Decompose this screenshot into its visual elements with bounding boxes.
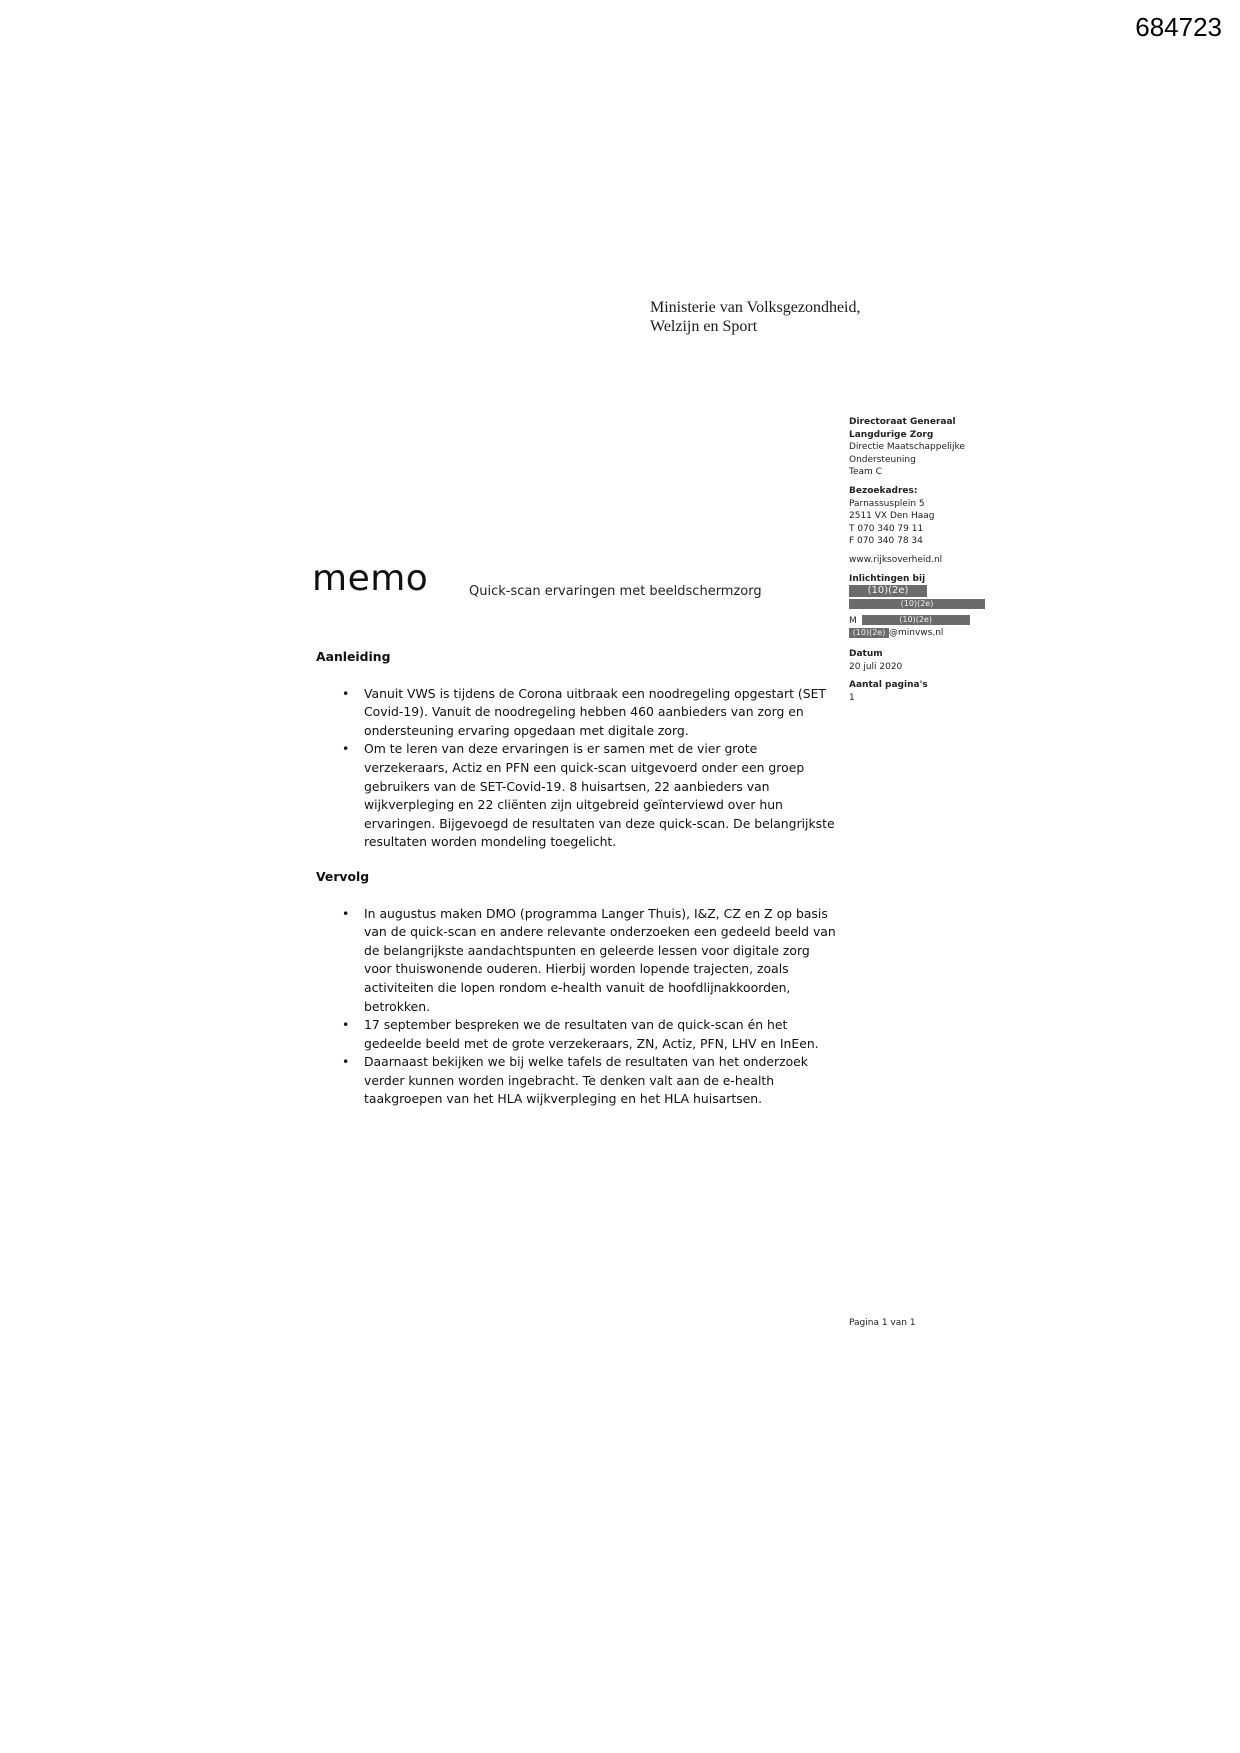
list-item (316, 1053, 841, 1109)
document-number: 684723 (1135, 12, 1222, 42)
website-block (849, 554, 999, 567)
fax-number: F 070 340 78 34 (849, 536, 923, 547)
address-block (849, 485, 999, 548)
memo-subject: Quick-scan ervaringen met beeldschermzorg (469, 584, 762, 599)
list-item (316, 905, 841, 1017)
website-link[interactable]: www.rijksoverheid.nl (849, 554, 943, 565)
bullet-icon: • (342, 905, 350, 921)
paginas-block (849, 679, 999, 704)
ministry-line-1: Ministerie van Volksgezondheid, (650, 299, 861, 316)
list-item-text: 17 september bespreken we de resultaten van de quick-scan én het gedeelde beeld met de grote verzekeraars, ZN, Actiz, PFN, LHV en InEen. (364, 1017, 819, 1051)
directie-line-2: Ondersteuning (849, 454, 916, 465)
list-item-text: Daarnaast bekijken we bij welke tafels de resultaten van het onderzoek verder kunnen worden ingebracht. Te denken valt aan de e-health taakgroepen van het HLA wijkverpleging en het HLA huisartsen. (364, 1054, 808, 1107)
inlichtingen-label: Inlichtingen bij (849, 573, 926, 584)
memo-heading: memo (312, 558, 429, 599)
directorate-line-2: Langdurige Zorg (849, 429, 934, 440)
bullet-icon: • (342, 1054, 350, 1070)
section-title-vervolg: Vervolg (316, 868, 370, 884)
team-name: Team C (849, 467, 882, 478)
inlichtingen-block (849, 573, 999, 640)
redaction-box-large: (10)(2e) (849, 585, 927, 597)
section-title-aanleiding: Aanleiding (316, 649, 391, 664)
list-item-text: Vanuit VWS is tijdens de Corona uitbraak een noodregeling opgestart (SET Covid-19). Vanuit de noodregeling hebben 460 aanbieders van zorg en ondersteuning ervaring opgedaan met digitale zorg. (364, 685, 826, 738)
directie-line-1: Directie Maatschappelijke (849, 442, 965, 453)
list-item (316, 740, 841, 852)
directorate-block (849, 416, 999, 479)
bullet-icon: • (342, 1017, 350, 1033)
redaction-box-mobile: (10)(2e) (862, 615, 970, 625)
ministry-line-2: Welzijn en Sport (650, 318, 758, 335)
vervolg-list (316, 905, 841, 1110)
bullet-icon: • (342, 685, 350, 701)
paginas-label: Aantal pagina's (849, 680, 928, 691)
list-item-text: In augustus maken DMO (programma Langer Thuis), I&Z, CZ en Z op basis van de quick-scan en andere relevante onderzoeken een gedeeld beeld van de belangrijkste aandachtspunten en geleerde lessen voor digitale zorg voor thuiswonende ouderen. Hierbij worden lopende trajecten, zoals activiteiten die lopen rondom e-health vanuit de hoofdlijnakkoorden, betrokken. (364, 905, 836, 1014)
datum-value: 20 juli 2020 (849, 661, 903, 672)
paginas-value: 1 (849, 692, 855, 703)
list-item-text: Om te leren van deze ervaringen is er samen met de vier grote verzekeraars, Actiz en PFN een quick-scan uitgevoerd onder een groep gebruikers van de SET-Covid-19. 8 huisartsen, 22 aanbieders van wijkverpleging en 22 cliënten zijn uitgebreid geïnterviewd over hun ervaringen. Bijgevoegd de resultaten van deze quick-scan. De belangrijkste resultaten worden mondeling toegelicht. (364, 741, 835, 850)
page-number: Pagina 1 van 1 (849, 1318, 916, 1328)
mobile-prefix: M (849, 615, 857, 626)
redaction-box-email: (10)(2e) (849, 628, 889, 638)
redaction-box-wide: (10)(2e) (849, 599, 985, 609)
street-address: Parnassusplein 5 (849, 498, 925, 509)
phone-number: T 070 340 79 11 (849, 523, 924, 534)
email-suffix: @minvws.nl (889, 628, 944, 639)
sidebar-contact-column (849, 416, 999, 710)
directorate-line-1: Directoraat Generaal (849, 417, 956, 427)
bullet-icon: • (342, 741, 350, 757)
aanleiding-list (316, 685, 841, 852)
ministry-logo-text (650, 298, 861, 336)
memo-body (316, 648, 841, 1125)
list-item (316, 1016, 841, 1053)
datum-block (849, 648, 999, 673)
postal-address: 2511 VX Den Haag (849, 511, 935, 522)
datum-label: Datum (849, 649, 883, 659)
bezoekadres-label: Bezoekadres: (849, 485, 918, 496)
list-item (316, 685, 841, 741)
